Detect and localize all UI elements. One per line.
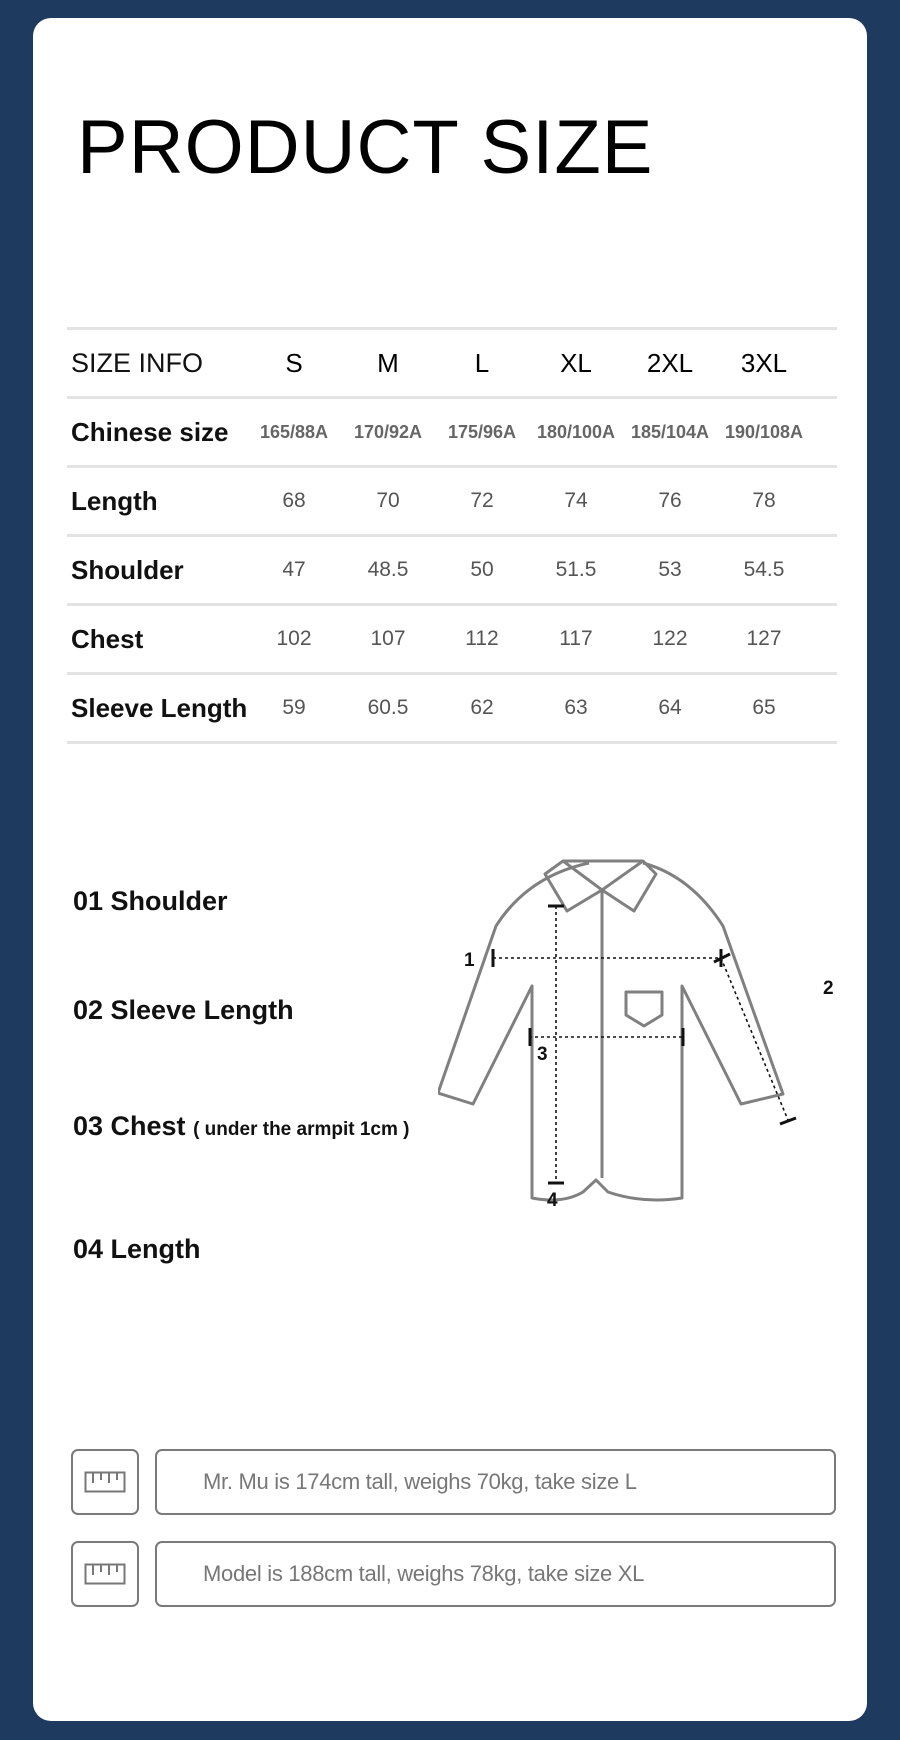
table-cell: 78	[752, 489, 776, 512]
marker-2: 2	[823, 978, 834, 999]
table-row	[67, 606, 837, 675]
table-cell: 185/104A	[630, 421, 710, 442]
marker-1: 1	[464, 950, 475, 971]
measure-label: 04 Length	[73, 1234, 201, 1264]
table-row	[67, 675, 837, 744]
table-cell: 102	[276, 627, 312, 650]
table-cell: 70	[376, 489, 400, 512]
table-cell: 127	[746, 627, 782, 650]
measure-shoulder	[73, 886, 228, 917]
marker-4: 4	[547, 1190, 558, 1211]
row-label: Length	[71, 485, 158, 516]
size-header-s: S	[285, 347, 303, 378]
table-cell: 112	[465, 627, 499, 650]
ruler-icon	[71, 1541, 139, 1607]
shirt-outline	[438, 861, 783, 1200]
table-cell: 64	[658, 696, 682, 719]
table-cell: 117	[559, 627, 593, 650]
size-header-l: L	[474, 347, 490, 378]
row-label: Chinese size	[71, 416, 229, 447]
table-row	[67, 537, 837, 606]
table-cell: 53	[658, 558, 682, 581]
table-cell: 165/88A	[259, 421, 329, 442]
table-cell: 59	[282, 696, 306, 719]
model-info-row	[71, 1540, 836, 1608]
row-label: Shoulder	[71, 554, 184, 585]
model-info-text: Mr. Mu is 174cm tall, weighs 70kg, take size L	[155, 1449, 836, 1515]
size-header-3xl: 3XL	[740, 347, 788, 378]
table-cell: 48.5	[367, 558, 409, 581]
size-table-header	[67, 330, 837, 399]
measure-chest	[73, 1111, 410, 1142]
table-cell: 50	[470, 558, 494, 581]
measure-label: 03 Chest	[73, 1111, 186, 1141]
table-cell: 47	[282, 558, 306, 581]
model-info-text: Model is 188cm tall, weighs 78kg, take size XL	[155, 1541, 836, 1607]
table-cell: 180/100A	[536, 421, 616, 442]
table-cell: 54.5	[743, 558, 785, 581]
table-cell: 175/96A	[447, 421, 517, 442]
table-cell: 72	[470, 489, 494, 512]
table-cell: 62	[470, 696, 494, 719]
page-title: PRODUCT SIZE	[77, 105, 654, 190]
model-info-row	[71, 1448, 836, 1516]
measure-label: 01 Shoulder	[73, 886, 228, 916]
table-row	[67, 468, 837, 537]
size-info-label: SIZE INFO	[71, 347, 204, 378]
measure-sleeve-length	[73, 995, 294, 1026]
measure-note: ( under the armpit 1cm )	[193, 1119, 410, 1140]
row-label: Chest	[71, 623, 144, 654]
product-size-card	[33, 18, 867, 1721]
table-row	[67, 399, 837, 468]
table-cell: 51.5	[555, 558, 597, 581]
table-cell: 76	[658, 489, 682, 512]
size-header-m: M	[377, 347, 399, 378]
marker-3: 3	[537, 1044, 548, 1065]
measure-length	[73, 1234, 201, 1265]
table-cell: 63	[564, 696, 588, 719]
table-cell: 170/92A	[353, 421, 423, 442]
shirt-diagram	[438, 856, 878, 1236]
table-cell: 122	[652, 627, 688, 650]
table-cell: 60.5	[367, 696, 409, 719]
measure-label: 02 Sleeve Length	[73, 995, 294, 1025]
table-cell: 68	[282, 489, 306, 512]
table-cell: 65	[752, 696, 776, 719]
table-cell: 107	[370, 627, 406, 650]
size-header-2xl: 2XL	[646, 347, 694, 378]
ruler-icon	[71, 1449, 139, 1515]
table-cell: 190/108A	[724, 421, 804, 442]
row-label: Sleeve Length	[71, 692, 248, 723]
size-table	[67, 327, 837, 744]
size-header-xl: XL	[560, 347, 592, 378]
table-cell: 74	[564, 489, 588, 512]
